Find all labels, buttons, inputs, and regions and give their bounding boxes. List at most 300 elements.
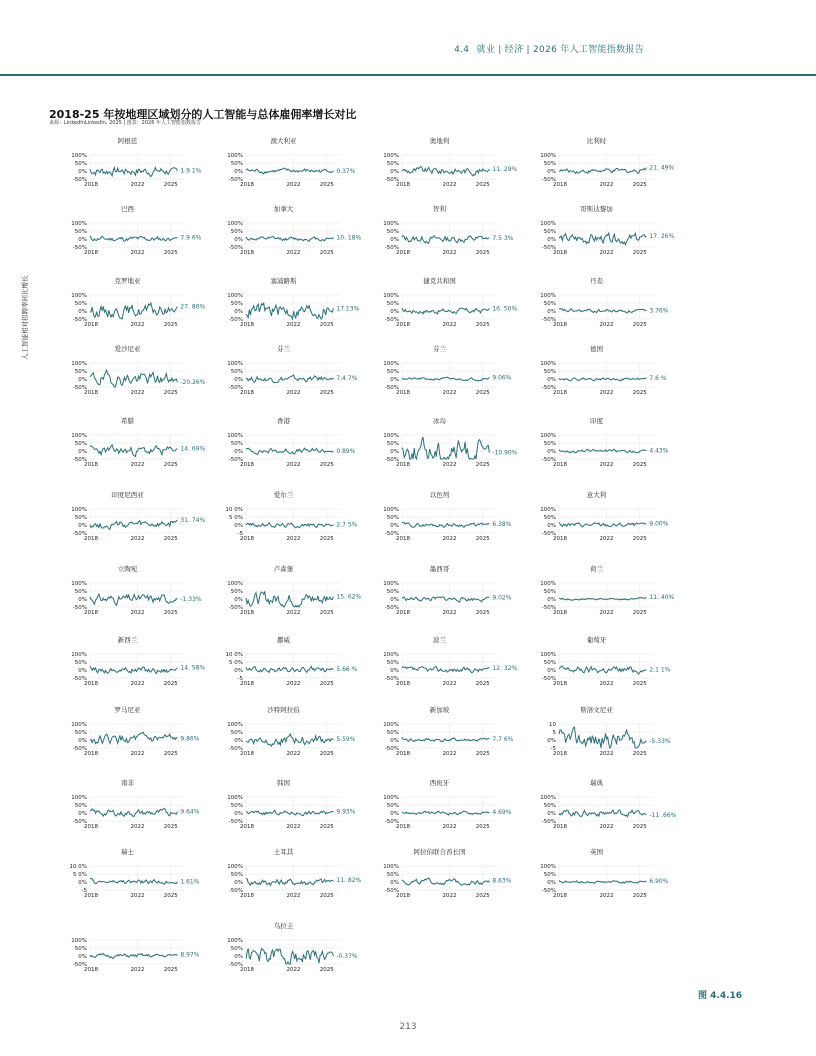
end-value-label: 21. 49% [649,164,675,172]
x-tick-label: 2022 [286,681,301,687]
y-tick-label: -5 [237,676,243,682]
chart-panel [540,490,668,542]
end-value-label: 9.06% [492,374,512,382]
x-tick-label: 2022 [130,250,145,256]
y-tick-label: 50% [74,589,87,595]
end-value-label: 9.02% [492,594,512,602]
y-tick-label: 100% [540,795,556,801]
x-tick-label: 2022 [599,390,614,396]
end-value-label: 10. 18% [336,234,362,242]
x-tick-label: 2025 [163,536,178,542]
series-line [559,810,646,817]
y-tick-label: 50% [386,730,399,736]
section-number: 4.4 [454,45,470,55]
chart-panel [71,778,199,830]
x-tick-label: 2018 [553,462,567,468]
x-tick-label: 2025 [475,536,490,542]
chart-panel [383,416,517,468]
y-tick-label: -5 [550,746,556,752]
page-number: 213 [399,1022,417,1032]
end-value-label: 7.7 6% [492,735,514,743]
x-tick-label: 2025 [163,681,178,687]
y-tick-label: 0% [390,738,399,744]
y-tick-label: 0% [547,597,556,603]
end-value-label: -20.26% [180,379,206,387]
y-tick-label: 100% [227,938,243,944]
x-tick-label: 2018 [240,390,254,396]
series-line [402,737,489,742]
chart-panel [71,938,199,973]
x-tick-label: 2018 [553,893,567,899]
x-tick-label: 2022 [442,182,457,188]
y-tick-label: 0% [78,668,87,674]
end-value-label: -5.33% [649,737,671,745]
y-tick-label: -50% [72,177,87,183]
y-axis-title: 人工智能相对招聘率同比增长 [21,275,29,360]
y-tick-label: 100% [383,361,399,367]
x-tick-label: 2022 [286,322,301,328]
x-tick-label: 2022 [599,681,614,687]
series-line [559,168,646,174]
y-tick-label: 0% [390,668,399,674]
x-tick-label: 2018 [84,536,98,542]
chart-panel [383,635,517,687]
chart-panel [227,136,355,188]
panel-title: 阿根廷 [117,137,138,145]
x-tick-label: 2022 [599,893,614,899]
x-tick-label: 2018 [84,390,98,396]
y-tick-label: 50% [74,730,87,736]
y-tick-label: 50% [386,441,399,447]
x-tick-label: 2022 [599,751,614,757]
y-tick-label: 50% [386,872,399,878]
x-tick-label: 2025 [632,250,647,256]
series-line [90,236,177,242]
y-tick-label: 100% [540,652,556,658]
y-tick-label: -50% [541,457,556,463]
panel-title: 土耳其 [273,848,294,856]
x-tick-label: 2018 [240,681,254,687]
y-tick-label: 100% [383,507,399,513]
y-tick-label: 10 [549,722,556,728]
x-tick-label: 2018 [240,182,254,188]
y-tick-label: -50% [228,605,243,611]
y-tick-label: 50% [74,161,87,167]
panel-title: 意大利 [586,491,607,499]
chart-panel [227,276,359,328]
end-value-label: -10.90% [492,449,518,457]
y-tick-label: 50% [230,946,243,952]
x-tick-label: 2025 [319,610,334,616]
y-tick-label: -50% [384,531,399,537]
y-tick-label: 0% [234,668,243,674]
panel-title: 西班牙 [429,779,450,787]
x-tick-label: 2025 [632,681,647,687]
y-tick-label: 50% [386,660,399,666]
chart-panel [540,344,667,396]
end-value-label: 8.63% [492,877,512,885]
figure-source: 来源：LinkedInLinkedIn, 2025 | 图表：2026 年人工智能指数报告 [49,120,201,126]
y-tick-label: 100% [383,652,399,658]
x-tick-label: 2022 [599,462,614,468]
y-tick-label: 0% [234,738,243,744]
y-tick-label: 100% [383,864,399,870]
series-line [402,437,489,459]
chart-panel [227,344,357,396]
end-value-label: 9.93% [336,808,356,816]
x-tick-label: 2025 [163,967,178,973]
chart-panel [540,204,674,256]
y-tick-label: 50% [230,161,243,167]
chart-panel [71,416,205,468]
y-tick-label: 0% [547,738,556,744]
y-tick-label: 50% [543,515,556,521]
series-line [90,732,177,743]
panel-title: 哥斯达黎加 [580,205,613,213]
panel-title: 印度 [590,417,603,425]
y-tick-label: 50% [386,589,399,595]
y-tick-label: 0% [78,377,87,383]
y-tick-label: 0% [547,811,556,817]
panel-title: 德国 [590,345,603,353]
x-tick-label: 2025 [475,751,490,757]
chart-panel [71,136,201,188]
x-tick-label: 2022 [130,967,145,973]
x-tick-label: 2025 [319,462,334,468]
series-line [90,879,177,885]
y-tick-label: -50% [72,819,87,825]
x-tick-label: 2025 [163,322,178,328]
y-tick-label: 50% [543,803,556,809]
x-tick-label: 2025 [319,250,334,256]
chart-panel [540,564,674,616]
y-tick-label: 100% [383,293,399,299]
x-tick-label: 2022 [442,390,457,396]
x-tick-label: 2022 [442,250,457,256]
chart-panel [71,564,202,616]
end-value-label: 15. 62% [336,593,362,601]
x-tick-label: 2018 [84,182,98,188]
x-tick-label: 2025 [475,610,490,616]
x-tick-label: 2022 [442,824,457,830]
panel-title: 智利 [433,205,446,213]
y-tick-label: 100% [227,361,243,367]
end-value-label: 0.89% [336,447,356,455]
end-value-label: -0.37% [336,953,358,961]
chart-panel [227,847,361,899]
x-tick-label: 2018 [84,893,98,899]
y-tick-label: 100% [383,153,399,159]
y-tick-label: 0% [390,523,399,529]
x-tick-label: 2022 [130,182,145,188]
y-tick-label: 100% [71,581,87,587]
series-line [90,808,177,816]
y-tick-label: 50% [543,441,556,447]
end-value-label: 9.86% [180,735,200,743]
panel-title: 乌拉圭 [273,922,294,930]
panel-title: 爱沙尼亚 [114,345,141,353]
end-value-label: 17.13% [336,305,360,313]
x-tick-label: 2025 [475,390,490,396]
y-tick-label: -50% [228,746,243,752]
y-tick-label: 100% [540,864,556,870]
x-tick-label: 2018 [240,824,254,830]
y-tick-label: 100% [227,433,243,439]
y-tick-label: -50% [72,245,87,251]
y-tick-label: 0% [547,169,556,175]
figure-label: 图 4.4.16 [698,991,743,1001]
y-tick-label: -50% [384,177,399,183]
panel-title: 奥地利 [429,137,450,145]
x-tick-label: 2018 [240,751,254,757]
x-tick-label: 2022 [442,536,457,542]
x-tick-label: 2022 [599,322,614,328]
y-tick-label: -5 [237,531,243,537]
y-tick-label: 50% [386,229,399,235]
y-tick-label: 50% [386,161,399,167]
y-tick-label: 100% [383,795,399,801]
y-tick-label: 100% [71,507,87,513]
chart-panel [71,276,205,328]
chart-panel [71,344,205,396]
y-tick-label: 50% [74,515,87,521]
y-tick-label: 0% [234,377,243,383]
end-value-label: 6.90% [649,877,669,885]
x-tick-label: 2018 [396,681,410,687]
x-tick-label: 2022 [286,390,301,396]
chart-panel [383,490,511,542]
x-tick-label: 2018 [84,751,98,757]
y-tick-label: -50% [541,385,556,391]
x-tick-label: 2022 [442,751,457,757]
y-tick-label: 0% [234,309,243,315]
x-tick-label: 2018 [396,182,410,188]
series-line [402,167,489,176]
y-tick-label: 50% [74,301,87,307]
y-tick-label: -50% [228,457,243,463]
chart-panel [227,416,355,468]
y-tick-label: 100% [71,722,87,728]
x-tick-label: 2022 [130,610,145,616]
x-tick-label: 2022 [599,536,614,542]
x-tick-label: 2025 [632,536,647,542]
panel-title: 斯洛文尼亚 [580,706,613,714]
x-tick-label: 2018 [553,824,567,830]
y-tick-label: 0% [78,954,87,960]
end-value-label: 5.59% [336,736,356,744]
series-line [559,881,646,884]
panel-title: 沙特阿拉伯 [267,706,300,714]
y-tick-label: 0% [390,377,399,383]
y-tick-label: 100% [71,221,87,227]
y-tick-label: 50% [74,946,87,952]
end-value-label: 9.00% [649,520,669,528]
end-value-label: 14. 69% [180,445,206,453]
chart-panel [383,847,511,899]
end-value-label: 31. 74% [180,516,206,524]
x-tick-label: 2022 [599,824,614,830]
x-tick-label: 2022 [130,390,145,396]
x-tick-label: 2025 [475,250,490,256]
x-tick-label: 2022 [286,824,301,830]
y-tick-label: 10 0% [225,652,243,658]
y-tick-label: -50% [72,385,87,391]
chart-panel [227,778,355,830]
chart-panel [227,705,355,757]
y-tick-label: 50% [74,660,87,666]
y-tick-label: 50% [230,369,243,375]
x-tick-label: 2025 [632,390,647,396]
y-tick-label: -50% [228,962,243,968]
panel-title: 罗马尼亚 [114,706,141,714]
panel-title: 瑞士 [121,848,134,856]
series-line [402,667,489,673]
panel-title: 巴西 [121,205,134,213]
y-tick-label: -50% [541,531,556,537]
y-tick-label: 50% [74,803,87,809]
x-tick-label: 2025 [163,893,178,899]
x-tick-label: 2025 [319,824,334,830]
y-tick-label: 100% [71,652,87,658]
y-tick-label: -50% [541,819,556,825]
y-tick-label: -50% [228,317,243,323]
y-tick-label: 0% [390,169,399,175]
x-tick-label: 2022 [286,893,301,899]
y-tick-label: 0% [78,811,87,817]
y-tick-label: 100% [540,361,556,367]
x-tick-label: 2025 [163,250,178,256]
y-tick-label: -50% [384,605,399,611]
y-tick-label: 100% [383,433,399,439]
y-tick-label: 0% [547,309,556,315]
panel-title: 香港 [277,417,290,425]
y-tick-label: 0% [78,880,87,886]
x-tick-label: 2022 [286,751,301,757]
x-tick-label: 2022 [599,182,614,188]
y-tick-label: 100% [71,361,87,367]
panel-title: 澳大利亚 [270,137,297,145]
x-tick-label: 2022 [130,322,145,328]
series-line [90,168,177,177]
y-tick-label: 10 0% [69,864,87,870]
end-value-label: 6.38% [492,520,512,528]
panel-title: 芬兰 [277,345,290,353]
y-tick-label: -50% [384,676,399,682]
x-tick-label: 2025 [632,893,647,899]
panel-title: 葡萄牙 [586,636,607,644]
x-tick-label: 2025 [163,824,178,830]
y-tick-label: 100% [383,581,399,587]
y-tick-label: 0% [78,597,87,603]
x-tick-label: 2022 [130,536,145,542]
y-tick-label: 0% [547,237,556,243]
panel-title: 塞浦路斯 [270,277,297,285]
end-value-label: 1.61% [180,878,200,886]
y-tick-label: -50% [541,245,556,251]
panel-title: 挪威 [277,636,290,644]
x-tick-label: 2018 [240,967,254,973]
x-tick-label: 2025 [319,536,334,542]
y-tick-label: 0% [390,309,399,315]
x-tick-label: 2018 [240,610,254,616]
panel-title: 希腊 [121,417,134,425]
y-tick-label: 100% [71,938,87,944]
y-tick-label: 0% [390,237,399,243]
x-tick-label: 2025 [475,824,490,830]
y-tick-label: 0% [234,237,243,243]
y-tick-label: 100% [540,581,556,587]
y-tick-label: 50% [230,872,243,878]
y-tick-label: 100% [71,433,87,439]
y-tick-label: -50% [384,888,399,894]
y-tick-label: 0% [234,954,243,960]
y-tick-label: -50% [228,385,243,391]
x-tick-label: 2025 [319,182,334,188]
y-tick-label: 100% [227,153,243,159]
y-tick-label: 100% [227,581,243,587]
x-tick-label: 2018 [84,681,98,687]
x-tick-label: 2018 [240,322,254,328]
y-tick-label: -50% [384,385,399,391]
y-tick-label: 0% [234,449,243,455]
y-tick-label: 0% [234,880,243,886]
chart-panel [383,778,511,830]
x-tick-label: 2018 [396,751,410,757]
x-tick-label: 2018 [553,536,567,542]
x-tick-label: 2022 [442,462,457,468]
chart-panel [540,847,668,899]
panel-title: 墨西哥 [429,565,450,573]
y-tick-label: -50% [72,676,87,682]
x-tick-label: 2025 [475,681,490,687]
panel-title: 荷兰 [590,565,603,573]
y-tick-label: -50% [384,245,399,251]
end-value-label: 3.76% [649,307,669,315]
x-tick-label: 2022 [599,250,614,256]
x-tick-label: 2022 [442,893,457,899]
x-tick-label: 2018 [84,824,98,830]
chart-panel [383,276,517,328]
series-line [246,592,333,607]
end-value-label: -11 .66% [649,811,677,819]
y-tick-label: 0% [547,523,556,529]
x-tick-label: 2022 [442,610,457,616]
chart-panel [383,344,511,396]
x-tick-label: 2018 [396,824,410,830]
y-tick-label: 50% [543,589,556,595]
series-line [90,445,177,457]
end-value-label: 11. 40% [649,594,675,602]
end-value-label: 11. 29% [492,166,518,174]
panel-title: 克罗地亚 [114,277,141,285]
y-tick-label: 0% [547,668,556,674]
panel-title: 阿拉伯联合酋长国 [413,848,466,856]
panel-title: 比利时 [586,137,607,145]
y-tick-label: 50% [230,589,243,595]
x-tick-label: 2025 [632,182,647,188]
y-tick-label: 100% [227,795,243,801]
y-tick-label: 0% [390,811,399,817]
chart-panel [226,490,358,542]
chart-panel [227,564,361,616]
end-value-label: 14. 58% [180,664,206,672]
chart-panel [71,205,201,256]
y-tick-label: 50% [74,369,87,375]
y-tick-label: -5 [81,888,87,894]
x-tick-label: 2018 [84,322,98,328]
chart-panel [540,778,676,830]
x-tick-label: 2022 [286,182,301,188]
